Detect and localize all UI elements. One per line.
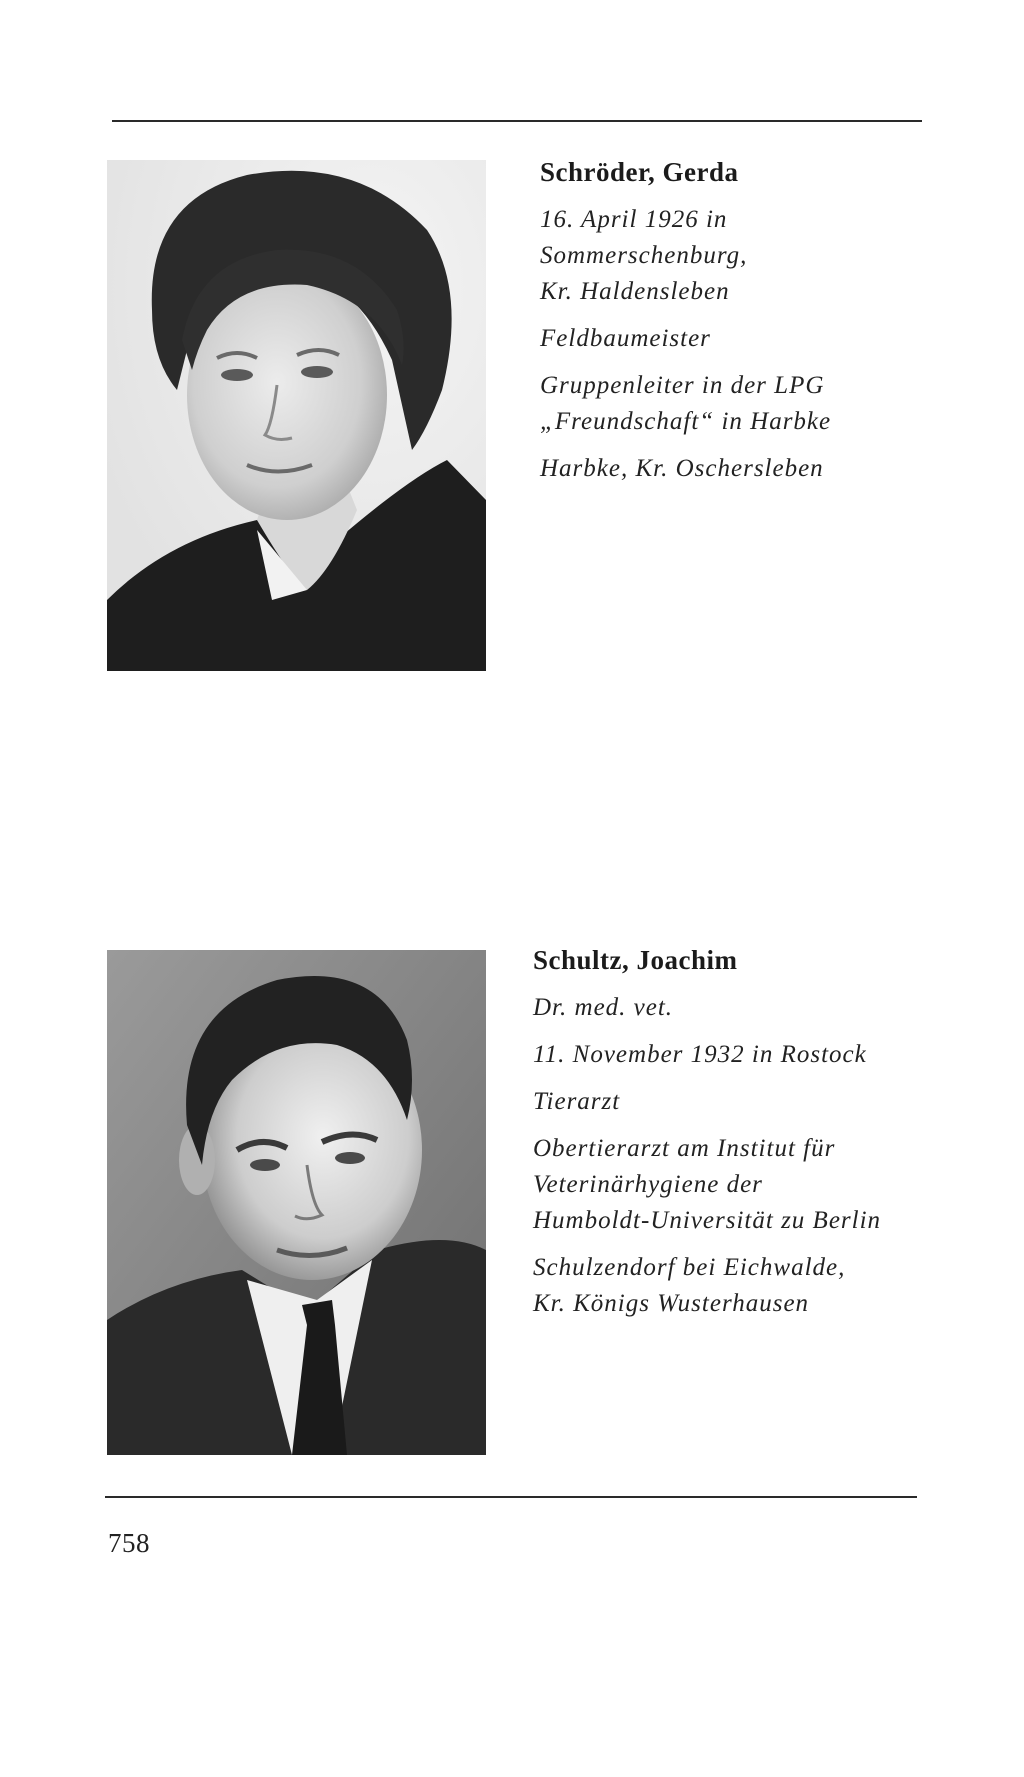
person-name: Schröder, Gerda bbox=[540, 157, 739, 187]
occupation bbox=[540, 321, 950, 357]
birth-line: 11. November 1932 in Rostock bbox=[533, 1041, 867, 1068]
position-line: Gruppenleiter in der LPG bbox=[540, 372, 825, 399]
entry-schroeder bbox=[540, 152, 950, 498]
position-line: „Freundschaft“ in Harbke bbox=[540, 408, 832, 435]
position-line: Humboldt-Universität zu Berlin bbox=[533, 1207, 882, 1234]
birth-info bbox=[533, 1037, 943, 1073]
residence-line: Kr. Königs Wusterhausen bbox=[533, 1290, 810, 1317]
residence-line: Harbke, Kr. Oschersleben bbox=[540, 455, 824, 482]
portrait-photo-schultz bbox=[107, 950, 486, 1455]
position bbox=[533, 1131, 943, 1239]
page-number: 758 bbox=[108, 1528, 150, 1558]
entry-schultz bbox=[533, 940, 943, 1333]
birth-line: 16. April 1926 in bbox=[540, 206, 728, 233]
title-line: Dr. med. vet. bbox=[533, 994, 674, 1021]
bottom-rule bbox=[105, 1496, 917, 1498]
residence bbox=[540, 451, 950, 487]
academic-title bbox=[533, 990, 943, 1026]
position bbox=[540, 368, 950, 440]
portrait-photo-schroeder bbox=[107, 160, 486, 671]
residence bbox=[533, 1250, 943, 1322]
occupation bbox=[533, 1084, 943, 1120]
occupation-line: Tierarzt bbox=[533, 1088, 621, 1115]
occupation-line: Feldbaumeister bbox=[540, 325, 711, 352]
position-line: Obertierarzt am Institut für bbox=[533, 1135, 836, 1162]
birth-line: Kr. Haldensleben bbox=[540, 278, 730, 305]
person-name: Schultz, Joachim bbox=[533, 945, 738, 975]
birth-info bbox=[540, 202, 950, 310]
position-line: Veterinärhygiene der bbox=[533, 1171, 763, 1198]
top-rule bbox=[112, 120, 922, 122]
birth-line: Sommerschenburg, bbox=[540, 242, 748, 269]
residence-line: Schulzendorf bei Eichwalde, bbox=[533, 1254, 846, 1281]
